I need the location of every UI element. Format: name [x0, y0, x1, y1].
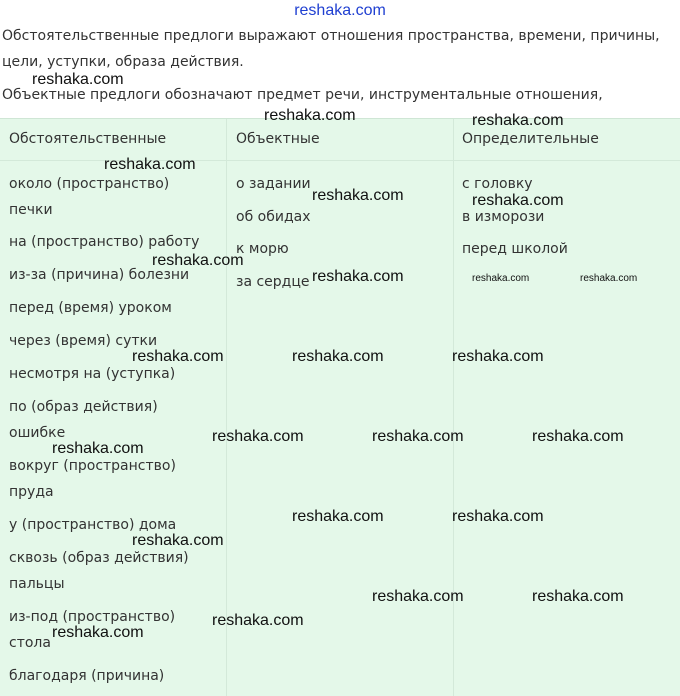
cell-circumstantial: ошибке — [9, 425, 66, 441]
cell-circumstantial: стола — [9, 635, 51, 651]
cell-circumstantial: перед (время) уроком — [9, 300, 172, 316]
watermark: reshaka.com — [132, 348, 224, 365]
intro-line-1a: Обстоятельственные предлоги выражают отношения пространства, времени, причины, — [2, 28, 660, 44]
watermark: reshaka.com — [312, 268, 404, 285]
header-divider — [0, 160, 680, 161]
watermark: reshaka.com — [372, 428, 464, 445]
watermark: reshaka.com — [312, 187, 404, 204]
cell-object: к морю — [236, 241, 289, 257]
cell-circumstantial: сквозь (образ действия) — [9, 550, 189, 566]
header-object: Объектные — [236, 131, 320, 147]
watermark: reshaka.com — [452, 348, 544, 365]
cell-circumstantial: через (время) сутки — [9, 333, 158, 349]
cell-circumstantial: благодаря (причина) — [9, 668, 165, 684]
watermark: reshaka.com — [472, 273, 530, 284]
cell-circumstantial: из-за (причина) болезни — [9, 267, 190, 283]
cell-circumstantial: около (пространство) — [9, 176, 170, 192]
watermark: reshaka.com — [132, 532, 224, 549]
cell-circumstantial: вокруг (пространство) — [9, 458, 176, 474]
cell-circumstantial: пруда — [9, 484, 54, 500]
intro-line-2: Объектные предлоги обозначают предмет речи, инструментальные отношения, — [2, 87, 603, 103]
cell-circumstantial: пальцы — [9, 576, 65, 592]
column-divider — [453, 119, 454, 696]
watermark: reshaka.com — [292, 348, 384, 365]
watermark: reshaka.com — [212, 428, 304, 445]
watermark: reshaka.com — [472, 192, 564, 209]
cell-attributive: в изморози — [462, 209, 545, 225]
watermark: reshaka.com — [52, 624, 144, 641]
watermark: reshaka.com — [152, 252, 244, 269]
watermark: reshaka.com — [212, 612, 304, 629]
cell-circumstantial: несмотря на (уступка) — [9, 366, 176, 382]
cell-circumstantial: у (пространство) дома — [9, 517, 177, 533]
cell-circumstantial: на (пространство) работу — [9, 234, 200, 250]
column-divider — [226, 119, 227, 696]
header-circumstantial: Обстоятельственные — [9, 131, 167, 147]
watermark: reshaka.com — [472, 112, 564, 129]
watermark: reshaka.com — [292, 508, 384, 525]
watermark: reshaka.com — [32, 71, 124, 88]
watermark: reshaka.com — [532, 428, 624, 445]
cell-attributive: с головку — [462, 176, 533, 192]
cell-attributive: перед школой — [462, 241, 568, 257]
cell-object: об обидах — [236, 209, 311, 225]
cell-object: о задании — [236, 176, 311, 192]
watermark: reshaka.com — [532, 588, 624, 605]
watermark: reshaka.com — [52, 440, 144, 457]
cell-circumstantial: печки — [9, 202, 53, 218]
cell-object: за сердце — [236, 274, 310, 290]
watermark: reshaka.com — [372, 588, 464, 605]
watermark: reshaka.com — [580, 273, 638, 284]
watermark: reshaka.com — [264, 107, 356, 124]
cell-circumstantial: из-под (пространство) — [9, 609, 176, 625]
site-title-link[interactable]: reshaka.com — [294, 2, 386, 19]
header-attributive: Определительные — [462, 131, 599, 147]
intro-line-1b: цели, уступки, образа действия. — [2, 54, 244, 70]
watermark: reshaka.com — [104, 156, 196, 173]
watermark: reshaka.com — [452, 508, 544, 525]
cell-circumstantial: по (образ действия) — [9, 399, 158, 415]
